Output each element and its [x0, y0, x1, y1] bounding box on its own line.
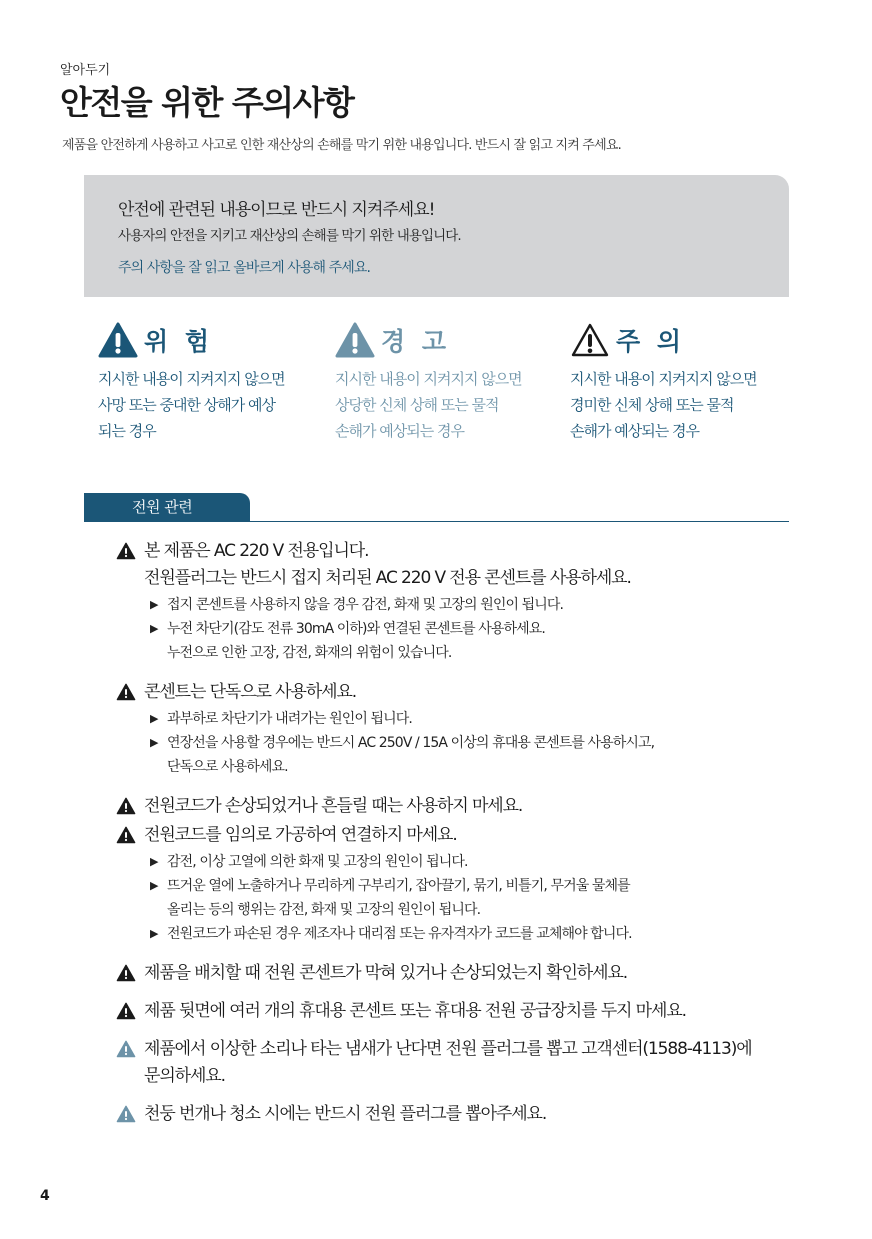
level-danger-label: 위 험 — [144, 327, 214, 356]
safety-item — [116, 793, 836, 820]
safety-item — [116, 960, 836, 987]
arrow-bullet-icon: ▶ — [150, 855, 158, 868]
level-caution-description: 지시한 내용이 지켜지지 않으면 경미한 신체 상해 또는 물적 손해가 예상되는 경우 — [570, 370, 757, 440]
safety-subitem: ▶ 전원코드가 파손된 경우 제조자나 대리점 또는 유자격자가 코드를 교체해야 합니다. — [150, 922, 836, 946]
notice-description: 사용자의 안전을 지키고 재산상의 손해를 막기 위한 내용입니다. — [118, 228, 461, 244]
safety-item — [116, 679, 836, 779]
safety-subitem: ▶ 연장선을 사용할 경우에는 반드시 AC 250V / 15A 이상의 휴대용 콘센트를 사용하시고, 단독으로 사용하세요. — [150, 731, 836, 779]
safety-subitem: ▶ 누전 차단기(감도 전류 30mA 이하)와 연결된 콘센트를 사용하세요. 누전으로 인한 고장, 감전, 화재의 위험이 있습니다. — [150, 617, 836, 665]
warning-filled-icon — [116, 1002, 136, 1020]
safety-item — [116, 1101, 836, 1128]
safety-item-text: 제품을 배치할 때 전원 콘센트가 막혀 있거나 손상되었는지 확인하세요. — [144, 963, 628, 983]
arrow-bullet-icon: ▶ — [150, 712, 158, 725]
safety-item-text: 콘센트는 단독으로 사용하세요. — [144, 682, 357, 702]
safety-subitem: ▶ 접지 콘센트를 사용하지 않을 경우 감전, 화재 및 고장의 원인이 됩니다. — [150, 593, 836, 617]
safety-subitem: ▶ 감전, 이상 고열에 의한 화재 및 고장의 원인이 됩니다. — [150, 850, 836, 874]
safety-item-text: 제품 뒷면에 여러 개의 휴대용 콘센트 또는 휴대용 전원 공급장치를 두지 마세요. — [144, 1001, 686, 1021]
safety-item — [116, 998, 836, 1025]
level-caution-label: 주 의 — [616, 327, 686, 356]
safety-item — [116, 1036, 836, 1090]
warning-light-icon — [116, 1040, 136, 1058]
level-warning-label: 경 고 — [381, 327, 451, 356]
safety-items — [116, 538, 836, 1128]
safety-item-text: 제품에서 이상한 소리나 타는 냄새가 난다면 전원 플러그를 뽑고 고객센터(1588-4113)에 문의하세요. — [144, 1039, 752, 1086]
arrow-bullet-icon: ▶ — [150, 622, 158, 635]
section-divider — [84, 521, 789, 522]
level-danger — [98, 318, 318, 444]
level-warning — [335, 318, 555, 444]
arrow-bullet-icon: ▶ — [150, 736, 158, 749]
level-danger-description: 지시한 내용이 지켜지지 않으면 사망 또는 중대한 상해가 예상 되는 경우 — [98, 370, 285, 440]
arrow-bullet-icon: ▶ — [150, 879, 158, 892]
warning-light-icon — [116, 1105, 136, 1123]
level-caution — [570, 318, 790, 444]
warning-filled-icon — [98, 322, 138, 358]
warning-filled-icon — [116, 826, 136, 844]
notice-instruction: 주의 사항을 잘 읽고 올바르게 사용해 주세요. — [118, 260, 371, 276]
safety-item-text: 전원코드를 임의로 가공하여 연결하지 마세요. — [144, 825, 457, 845]
warning-filled-icon — [116, 797, 136, 815]
notice-box — [84, 175, 789, 297]
warning-light-icon — [335, 322, 375, 358]
intro-text: 제품을 안전하게 사용하고 사고로 인한 재산상의 손해를 막기 위한 내용입니다. 반드시 잘 읽고 지켜 주세요. — [62, 138, 621, 153]
level-warning-description: 지시한 내용이 지켜지지 않으면 상당한 신체 상해 또는 물적 손해가 예상되는 경우 — [335, 370, 522, 440]
safety-item-text: 전원코드가 손상되었거나 흔들릴 때는 사용하지 마세요. — [144, 796, 523, 816]
safety-item-text: 본 제품은 AC 220 V 전용입니다. 전원플러그는 반드시 접지 처리된 AC 220 V 전용 콘센트를 사용하세요. — [144, 541, 631, 588]
warning-outline-icon — [570, 322, 610, 358]
eyebrow-label: 알아두기 — [60, 63, 111, 78]
warning-filled-icon — [116, 683, 136, 701]
safety-item-text: 천둥 번개나 청소 시에는 반드시 전원 플러그를 뽑아주세요. — [144, 1104, 547, 1124]
section-tab-power: 전원 관련 — [84, 493, 250, 521]
page-number: 4 — [40, 1188, 50, 1204]
warning-filled-icon — [116, 964, 136, 982]
notice-headline: 안전에 관련된 내용이므로 반드시 지켜주세요! — [118, 200, 435, 220]
safety-subitem: ▶ 과부하로 차단기가 내려가는 원인이 됩니다. — [150, 707, 836, 731]
arrow-bullet-icon: ▶ — [150, 927, 158, 940]
arrow-bullet-icon: ▶ — [150, 598, 158, 611]
page-title: 안전을 위한 주의사항 — [60, 83, 354, 122]
warning-filled-icon — [116, 542, 136, 560]
safety-subitem: ▶ 뜨거운 열에 노출하거나 무리하게 구부리기, 잡아끌기, 묶기, 비틀기, 무거울 물체를 올리는 등의 행위는 감전, 화재 및 고장의 원인이 됩니다. — [150, 874, 836, 922]
safety-item — [116, 538, 836, 665]
safety-item — [116, 822, 836, 946]
